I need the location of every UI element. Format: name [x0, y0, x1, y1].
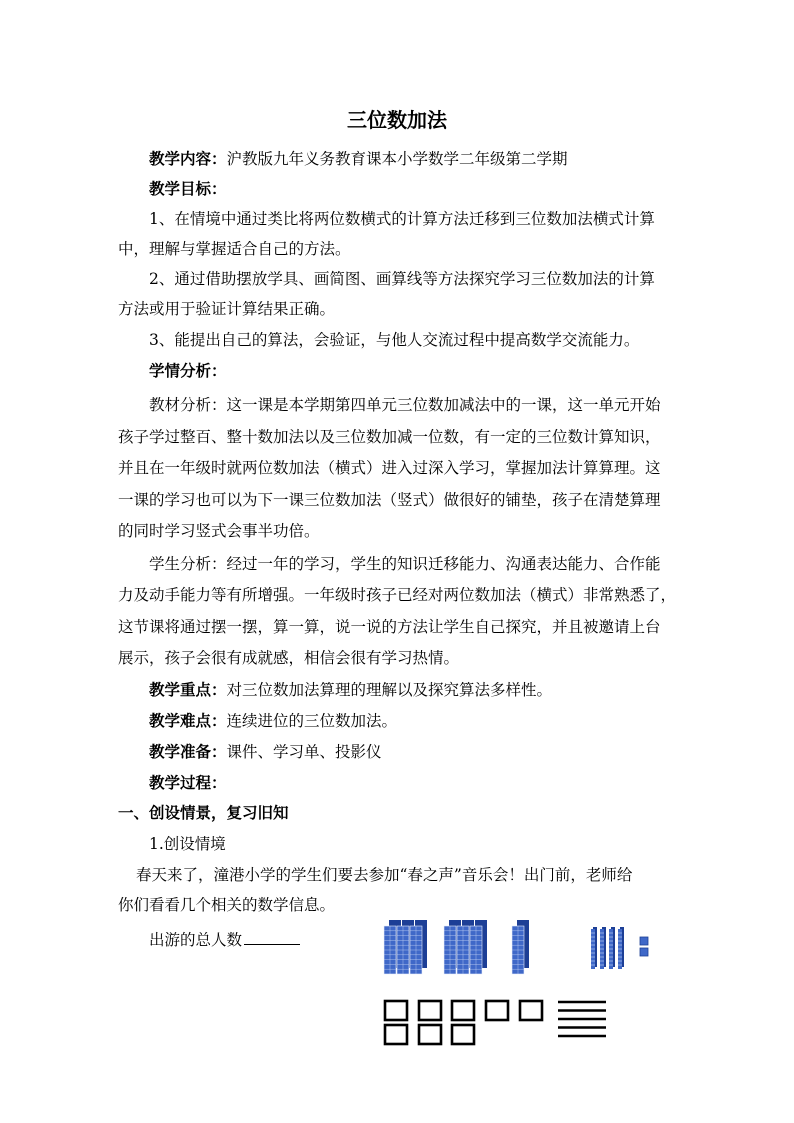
student-line4: 展示，孩子会很有成就感，相信会很有学习热情。: [118, 649, 460, 667]
student-line2: 力及动手能力等有所增强。一年级时孩子已经对两位数加法（横式）非常熟悉了，: [118, 586, 677, 604]
hundreds-blocks: [384, 920, 529, 974]
one-cube: [640, 937, 648, 945]
hundred-square: [419, 1025, 441, 1044]
material-line3: 并且在一年级时就两位数加法（横式）进入过深入学习，掌握加法计算算理。这: [118, 459, 661, 477]
hundred-flat: [512, 920, 529, 974]
hundred-flat: [410, 920, 427, 974]
analysis-heading: 学情分析：: [149, 361, 227, 380]
material-line1: 教材分析：这一课是本学期第四单元三位数加减法中的一课，这一单元开始: [149, 396, 661, 414]
hundred-square: [385, 1001, 407, 1020]
hundred-square: [419, 1001, 441, 1020]
tens-lines-drawing: [558, 1002, 606, 1036]
hundred-square: [520, 1001, 542, 1020]
material-line5: 的同时学习竖式会事半功倍。: [118, 522, 320, 540]
prep-value: 课件、学习单、投影仪: [226, 743, 382, 761]
hundred-flat: [470, 920, 487, 974]
goals-heading: 教学目标：: [149, 179, 227, 198]
ten-rod: [591, 927, 597, 969]
hundred-square: [385, 1025, 407, 1044]
content-value: 沪教版九年义务教育课本小学数学二年级第二学期: [226, 150, 568, 168]
tens-rods: [591, 927, 624, 969]
page-title: 三位数加法: [347, 108, 447, 132]
key-value: 对三位数加法算理的理解以及探究算法多样性。: [226, 681, 553, 699]
material-line4: 一课的学习也可以为下一课三位数加法（竖式）做很好的铺垫，孩子在清楚算理: [118, 491, 661, 509]
hundred-square: [486, 1001, 508, 1020]
hundreds-squares-drawing: [385, 1001, 542, 1044]
difficulty-value: 连续进位的三位数加法。: [226, 712, 398, 730]
ten-rod: [618, 927, 624, 969]
story-line1: 春天来了，潼港小学的学生们要去参加“春之声”音乐会！出门前，老师给: [136, 866, 633, 884]
hundred-square: [452, 1025, 474, 1044]
goal1-line2: 中，理解与掌握适合自己的方法。: [118, 240, 351, 258]
goal3-line: 3、能提出自己的算法，会验证，与他人交流过程中提高数学交流能力。: [149, 331, 640, 349]
ones-cubes: [640, 937, 648, 956]
content-label: 教学内容：: [149, 149, 227, 168]
section1-heading: 一、创设情景，复习旧知: [118, 803, 289, 822]
question-text: 出游的总人数: [149, 931, 243, 949]
hundred-square: [452, 1001, 474, 1020]
student-line3: 这节课将通过摆一摆，算一算，说一说的方法让学生自己探究，并且被邀请上台: [118, 618, 661, 636]
goal2-line1: 2、通过借助摆放学具、画简图、画算线等方法探究学习三位数加法的计算: [149, 270, 655, 288]
one-cube: [640, 948, 648, 956]
material-line2: 孩子学过整百、整十数加法以及三位数加减一位数，有一定的三位数计算知识，: [118, 428, 661, 446]
ten-rod: [609, 927, 615, 969]
key-label: 教学重点：: [149, 680, 227, 699]
goal1-line1: 1、在情境中通过类比将两位数横式的计算方法迁移到三位数加法横式计算: [149, 210, 655, 228]
sub1-heading: 1.创设情境: [149, 835, 226, 853]
process-heading: 教学过程：: [149, 773, 227, 792]
ten-rod: [600, 927, 606, 969]
prep-label: 教学准备：: [149, 742, 227, 761]
difficulty-label: 教学难点：: [149, 711, 227, 730]
student-line1: 学生分析：经过一年的学习，学生的知识迁移能力、沟通表达能力、合作能: [149, 555, 661, 573]
goal2-line2: 方法或用于验证计算结果正确。: [118, 300, 336, 318]
story-line2: 你们看看几个相关的数学信息。: [118, 896, 336, 914]
